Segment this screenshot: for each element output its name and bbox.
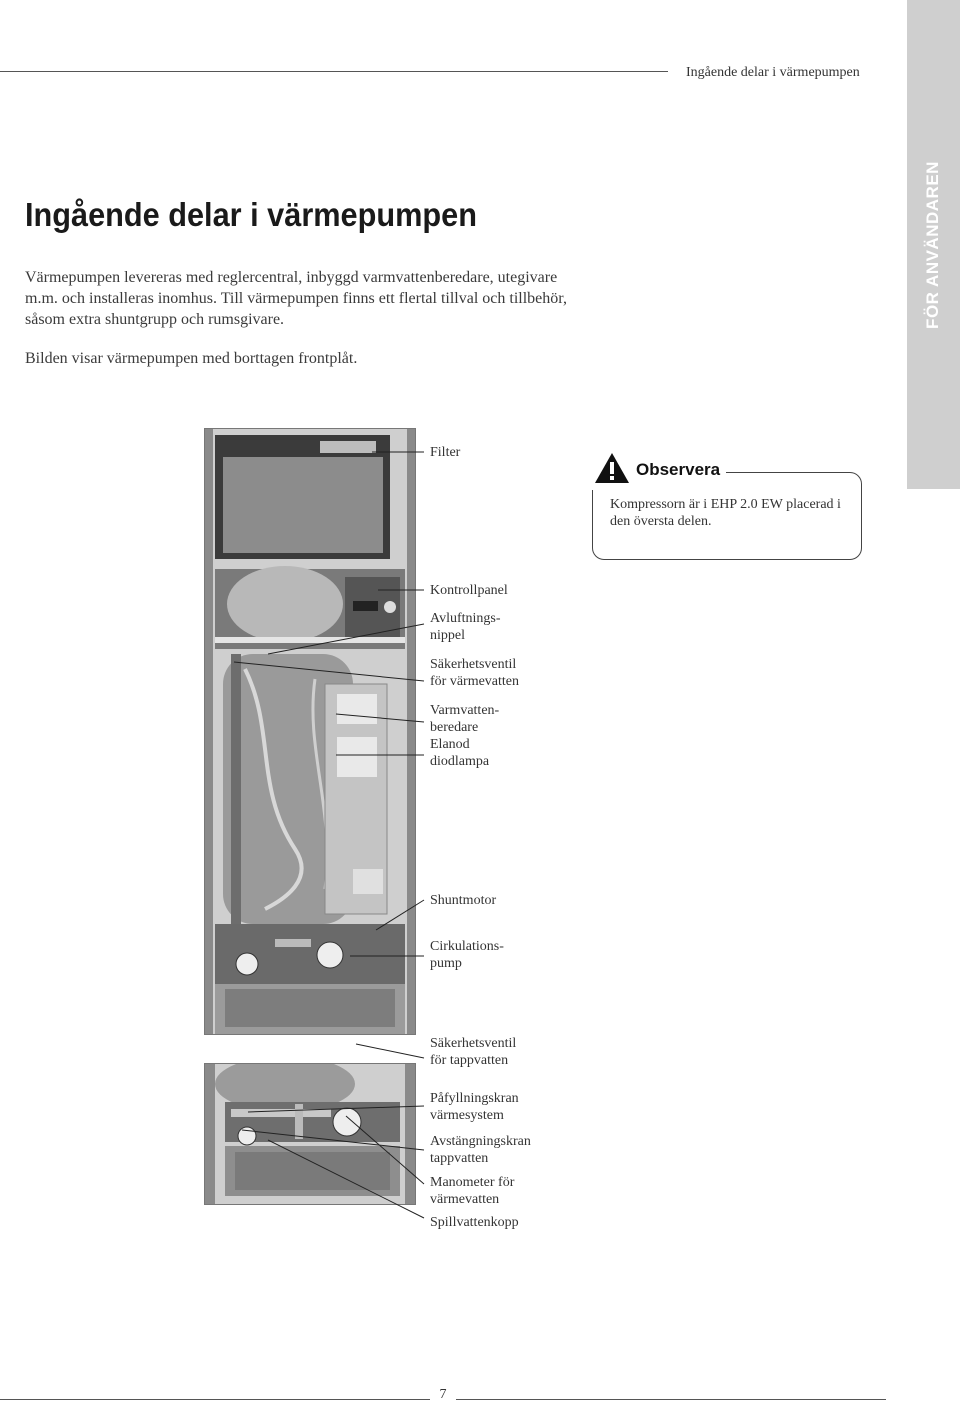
callout-shuntmotor: Shuntmotor	[430, 893, 497, 908]
callout-manometer-line-1: Manometer för	[430, 1175, 515, 1190]
side-tab-label: FÖR ANVÄNDAREN	[923, 161, 942, 329]
callout-pafyllningskran-line-1: Påfyllningskran	[430, 1091, 519, 1106]
callout-sakerhetsventil-varmevatten-line-1: Säkerhetsventil	[430, 657, 517, 672]
callout-elanod	[430, 736, 489, 770]
callout-varmvattenberedare	[430, 702, 499, 736]
notice-text: Kompressorn är i EHP 2.0 EW placerad i den översta delen.	[610, 497, 841, 529]
callout-varmvattenberedare-line-1: Varmvatten-	[430, 703, 500, 718]
callout-manometer-line-2: värmevatten	[430, 1192, 500, 1207]
callout-avluftningsnippel-line-2: nippel	[430, 628, 465, 643]
notice-header	[592, 450, 726, 490]
callout-avluftningsnippel-line-1: Avluftnings-	[430, 611, 501, 626]
intro-text	[25, 267, 585, 387]
callout-sakerhetsventil-varmevatten-line-2: för värmevatten	[430, 674, 520, 689]
callout-pafyllningskran	[430, 1090, 519, 1124]
intro-paragraph-2: Bilden visar värmepumpen med borttagen frontplåt.	[25, 350, 358, 367]
warning-triangle-icon	[594, 452, 630, 489]
side-tab[interactable]	[907, 0, 960, 489]
callout-elanod-line-1: Elanod	[430, 737, 470, 752]
callout-filter: Filter	[430, 445, 461, 460]
callout-avstangningskran-line-1: Avstängningskran	[430, 1134, 531, 1149]
callout-spillvattenkopp: Spillvattenkopp	[430, 1215, 519, 1230]
callout-sakerhetsventil-tappvatten-line-1: Säkerhetsventil	[430, 1036, 517, 1051]
callout-avstangningskran	[430, 1133, 531, 1167]
callout-sakerhetsventil-tappvatten	[430, 1035, 516, 1069]
callout-kontrollpanel: Kontrollpanel	[430, 583, 508, 598]
callout-manometer	[430, 1174, 514, 1208]
callout-cirkulationspump-line-1: Cirkulations-	[430, 939, 504, 954]
callout-cirkulationspump-line-2: pump	[430, 956, 462, 971]
callout-cirkulationspump	[430, 938, 504, 972]
callout-avstangningskran-line-2: tappvatten	[430, 1151, 489, 1166]
notice-title: Observera	[636, 460, 721, 479]
page-number: 7	[430, 1387, 456, 1403]
callout-avluftningsnippel	[430, 610, 501, 644]
callout-sakerhetsventil-varmevatten	[430, 656, 519, 690]
valve-detail-photo	[204, 1063, 416, 1205]
intro-paragraph-1: Värmepumpen levereras med reglercentral, inbyggd varmvattenberedare, utegivare m.m. och installeras inomhus. Till värmepumpen finns ett flertal tillval och tillbehör, såsom extra shuntgrupp och rumsgivare.	[25, 269, 567, 328]
callout-elanod-line-2: diodlampa	[430, 754, 490, 769]
page-title: Ingående delar i värmepumpen	[25, 196, 477, 233]
running-head-title: Ingående delar i värmepumpen	[686, 65, 860, 80]
heat-pump-photo	[204, 428, 416, 1035]
callout-varmvattenberedare-line-2: beredare	[430, 720, 479, 735]
callout-sakerhetsventil-tappvatten-line-2: för tappvatten	[430, 1053, 509, 1068]
header-rule	[0, 71, 668, 72]
callout-pafyllningskran-line-2: värmesystem	[430, 1108, 504, 1123]
